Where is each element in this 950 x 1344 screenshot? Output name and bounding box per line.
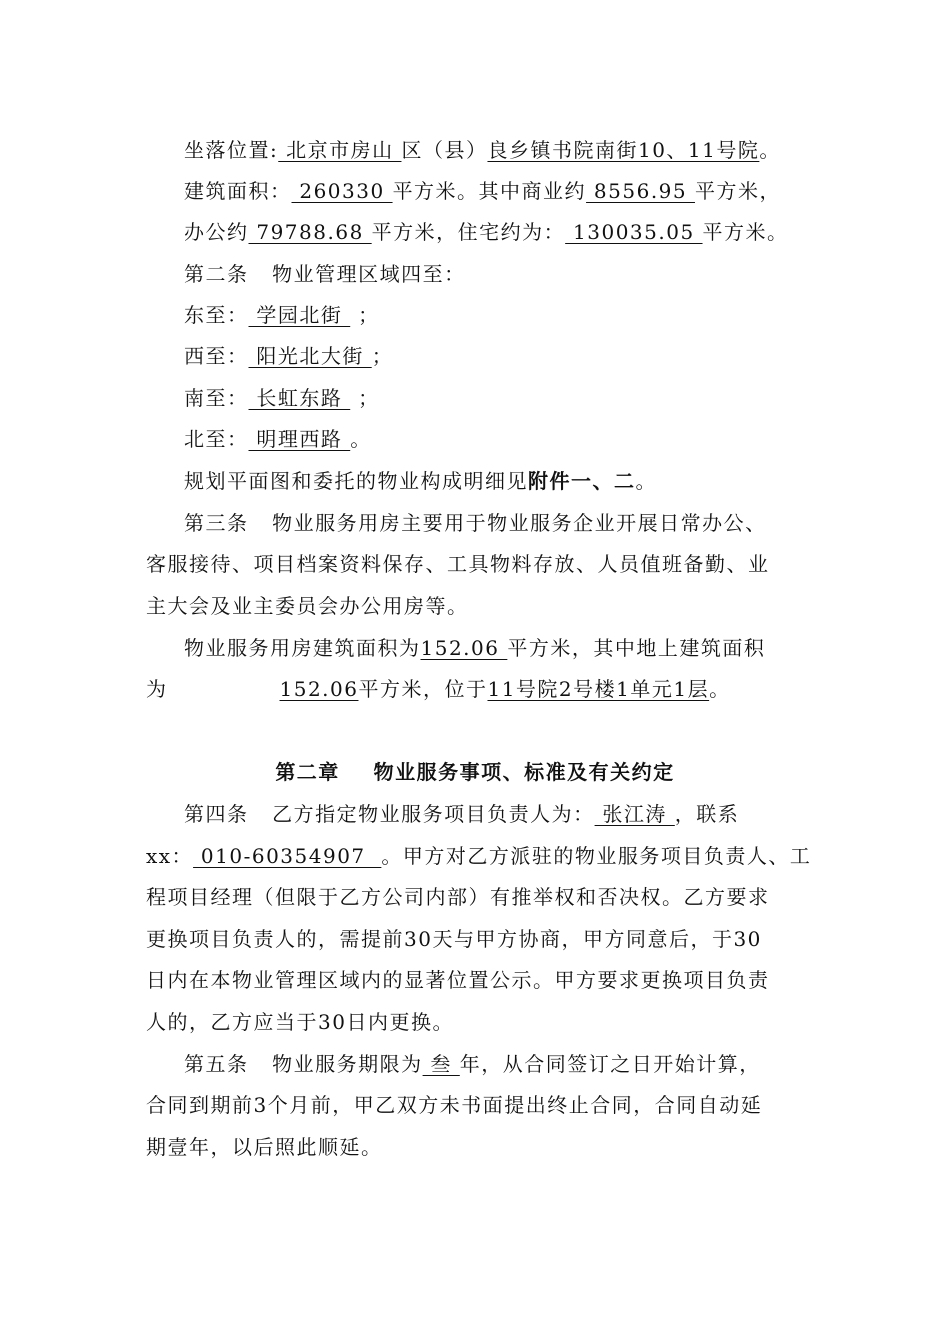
boundary-north-value: 明理西路	[248, 427, 351, 451]
article-four-line-2: xx： 010-60354907 。甲方对乙方派驻的物业服务项目负责人、工	[146, 844, 812, 868]
boundary-north: 北至： 明理西路 。	[184, 427, 372, 451]
boundary-south: 南至： 长虹东路 ；	[184, 386, 380, 410]
service-room-location: 11号院2号楼1单元1层	[487, 677, 710, 701]
article-four-line-6: 人的，乙方应当于30日内更换。	[146, 1010, 454, 1034]
building-area-line: 建筑面积： 260330 平方米。其中商业约 8556.95 平方米，	[184, 179, 781, 203]
article-five-line-3: 期壹年，以后照此顺延。	[146, 1135, 383, 1159]
service-term: 叁	[422, 1052, 460, 1076]
office-area-line: 办公约 79788.68 平方米，住宅约为： 130035.05 平方米。	[184, 220, 789, 244]
attachment-reference: 附件一、二	[528, 469, 636, 493]
article-three-line-1: 第三条 物业服务用房主要用于物业服务企业开展日常办公、	[184, 511, 767, 535]
office-area: 79788.68	[248, 220, 372, 244]
article-five-line-1: 第五条 物业服务期限为 叁 年，从合同签订之日开始计算，	[184, 1052, 761, 1076]
article-four-line-1: 第四条 乙方指定物业服务项目负责人为： 张江涛 ，联系	[184, 802, 740, 826]
boundary-west-value: 阳光北大街	[248, 344, 372, 368]
article-five-line-2: 合同到期前3个月前，甲乙双方未书面提出终止合同，合同自动延	[146, 1093, 763, 1117]
total-area: 260330	[291, 179, 393, 203]
contact-phone: 010-60354907	[193, 844, 382, 868]
article-four-line-3: 程项目经理（但限于乙方公司内部）有推举权和否决权。乙方要求	[146, 885, 770, 909]
service-room-area-line: 物业服务用房建筑面积为152.06 平方米，其中地上建筑面积	[184, 636, 766, 660]
boundary-west: 西至： 阳光北大街 ；	[184, 344, 394, 368]
plan-reference: 规划平面图和委托的物业构成明细见附件一、二。	[184, 469, 657, 493]
chapter-two-heading: 第二章 物业服务事项、标准及有关约定	[275, 760, 675, 784]
residential-area: 130035.05	[565, 220, 703, 244]
project-manager-name: 张江涛	[594, 802, 675, 826]
service-room-location-line: 为 152.06平方米，位于11号院2号楼1单元1层。	[146, 677, 731, 701]
location-city: 北京市房山	[278, 138, 402, 162]
boundary-east: 东至： 学园北街 ；	[184, 303, 380, 327]
location-address: 良乡镇书院南街10、11号院	[487, 138, 760, 162]
service-room-area: 152.06	[420, 636, 508, 660]
ground-area: 152.06	[279, 677, 359, 701]
commercial-area: 8556.95	[586, 179, 695, 203]
article-four-line-5: 日内在本物业管理区域内的显著位置公示。甲方要求更换项目负责	[146, 968, 770, 992]
article-four-line-4: 更换项目负责人的，需提前30天与甲方协商，甲方同意后，于30	[146, 927, 762, 951]
location-line: 坐落位置: 北京市房山 区（县）良乡镇书院南街10、11号院。	[184, 138, 781, 162]
article-three-line-2: 客服接待、项目档案资料保存、工具物料存放、人员值班备勤、业	[146, 552, 770, 576]
article-three-line-3: 主大会及业主委员会办公用房等。	[146, 594, 469, 618]
boundary-south-value: 长虹东路	[248, 386, 351, 410]
article-two: 第二条 物业管理区域四至：	[184, 262, 466, 286]
boundary-east-value: 学园北街	[248, 303, 351, 327]
